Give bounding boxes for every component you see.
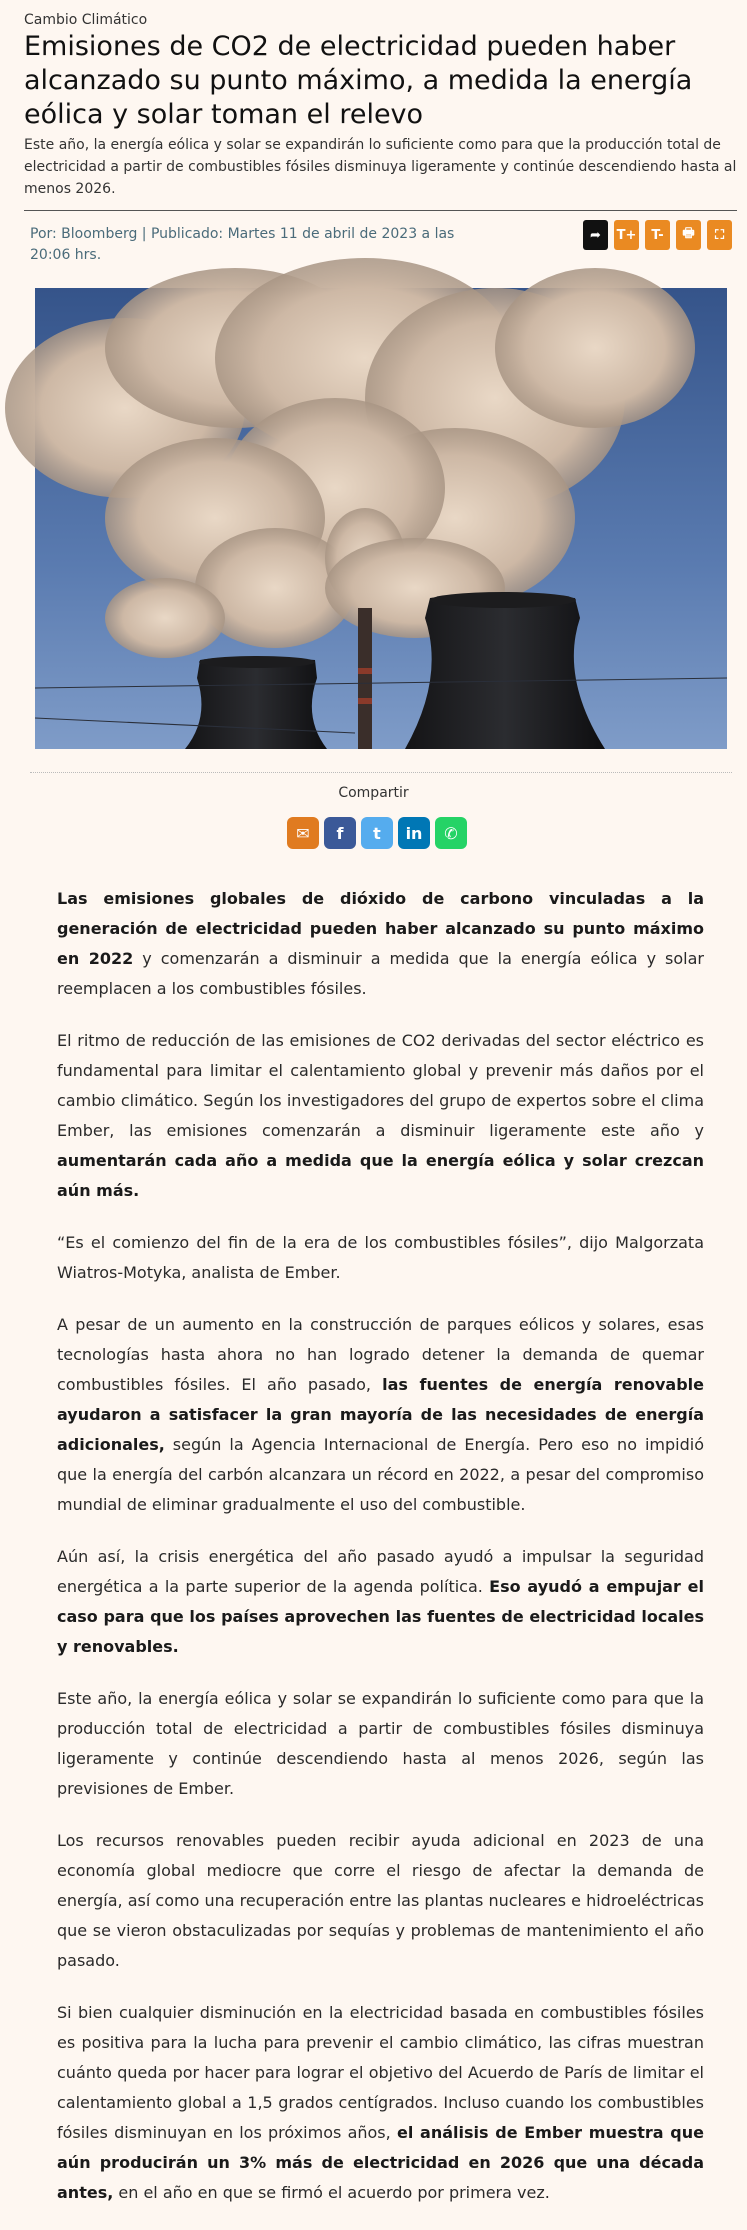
linkedin-icon[interactable]: in	[398, 817, 430, 849]
fullscreen-icon[interactable]: ⛶	[707, 220, 732, 250]
facebook-icon[interactable]: f	[324, 817, 356, 849]
paragraph-8	[57, 1998, 704, 2208]
article-subtitle: Este año, la energía eólica y solar se expandirán lo suficiente como para que la producción total de electricidad a partir de combustibles fósiles disminuya ligeramente y continúe descendiendo hasta al menos 2026.	[24, 137, 737, 197]
text: El ritmo de reducción de las emisiones de CO2 derivadas del sector eléctrico es fundamental para limitar el calentamiento global y prevenir más daños por el cambio climático. Según los investigadores del grupo de expertos sobre el clima Ember, las emisiones comenzarán a disminuir ligeramente este año y	[57, 1031, 704, 1140]
category-label[interactable]: Cambio Climático	[24, 12, 148, 28]
text: Este año, la energía eólica y solar se expandirán lo suficiente como para que la producción total de electricidad a partir de combustibles fósiles disminuya ligeramente y continúe descendiendo hasta al menos 2026, según las previsiones de Ember.	[57, 1689, 704, 1798]
paragraph-3	[57, 1228, 704, 1288]
share-divider	[30, 772, 732, 773]
text: Aún así, la crisis energética del año pasado ayudó a impulsar la seguridad energética a la parte superior de la agenda política.	[57, 1547, 704, 1596]
paragraph-6	[57, 1684, 704, 1804]
paragraph-2	[57, 1026, 704, 1206]
share-label: Compartir	[338, 785, 409, 801]
paragraph-1	[57, 884, 704, 1004]
bold-text: Eso ayudó a empujar el caso para que los países aprovechen las fuentes de electricidad locales y renovables.	[57, 1577, 704, 1656]
bold-text: Las emisiones globales de dióxido de carbono vinculadas a la generación de electricidad pueden haber alcanzado su punto máximo en 2022	[57, 889, 704, 968]
text: Si bien cualquier disminución en la electricidad basada en combustibles fósiles es positiva para la lucha para prevenir el cambio climático, las cifras muestran cuánto queda por hacer para lograr el objetivo del Acuerdo de París de limitar el calentamiento global a 1,5 grados centígrados. Incluso cuando los combustibles fósiles disminuyan en los próximos años,	[57, 2003, 704, 2142]
paragraph-5	[57, 1542, 704, 1662]
twitter-icon[interactable]: t	[361, 817, 393, 849]
share-buttons	[287, 817, 467, 849]
paragraph-7	[57, 1826, 704, 1976]
divider	[24, 210, 737, 211]
text: “Es el comienzo del fin de la era de los combustibles fósiles”, dijo Malgorzata Wiatros-Motyka, analista de Ember.	[57, 1233, 704, 1282]
text: en el año en que se firmó el acuerdo por primera vez.	[113, 2183, 550, 2202]
print-icon[interactable]: 🖶	[676, 220, 701, 250]
font-increase-button[interactable]: T+	[614, 220, 639, 250]
article-body	[57, 884, 704, 2230]
text: Los recursos renovables pueden recibir ayuda adicional en 2023 de una economía global mediocre que corre el riesgo de afectar la demanda de energía, así como una recuperación entre las plantas nucleares e hidroeléctricas que se vieron obstaculizadas por sequías y problemas de mantenimiento el año pasado.	[57, 1831, 704, 1970]
font-decrease-button[interactable]: T-	[645, 220, 670, 250]
byline: Por: Bloomberg | Publicado: Martes 11 de abril de 2023 a las 20:06 hrs.	[30, 226, 455, 263]
email-icon[interactable]: ✉	[287, 817, 319, 849]
bold-text: las fuentes de energía renovable ayudaron a satisfacer la gran mayoría de las necesidades de energía adicionales,	[57, 1375, 704, 1454]
whatsapp-icon[interactable]: ✆	[435, 817, 467, 849]
bold-text: el análisis de Ember muestra que aún producirán un 3% más de electricidad en 2026 que una década antes,	[57, 2123, 704, 2202]
bold-text: aumentarán cada año a medida que la energía eólica y solar crezcan aún más.	[57, 1151, 704, 1200]
cooling-towers-illustration	[35, 288, 727, 749]
article-headline: Emisiones de CO2 de electricidad pueden haber alcanzado su punto máximo, a medida la energía eólica y solar toman el relevo	[24, 31, 693, 130]
hero-image	[35, 288, 727, 749]
share-arrow-icon[interactable]: ➦	[583, 220, 608, 250]
text: según la Agencia Internacional de Energía. Pero eso no impidió que la energía del carbón alcanzara un récord en 2022, a pesar del compromiso mundial de eliminar gradualmente el uso del combustible.	[57, 1435, 704, 1514]
text: A pesar de un aumento en la construcción de parques eólicos y solares, esas tecnologías hasta ahora no han logrado detener la demanda de quemar combustibles fósiles. El año pasado,	[57, 1315, 704, 1394]
text: y comenzarán a disminuir a medida que la energía eólica y solar reemplacen a los combustibles fósiles.	[57, 949, 704, 998]
paragraph-4	[57, 1310, 704, 1520]
article-toolbar	[583, 220, 732, 250]
